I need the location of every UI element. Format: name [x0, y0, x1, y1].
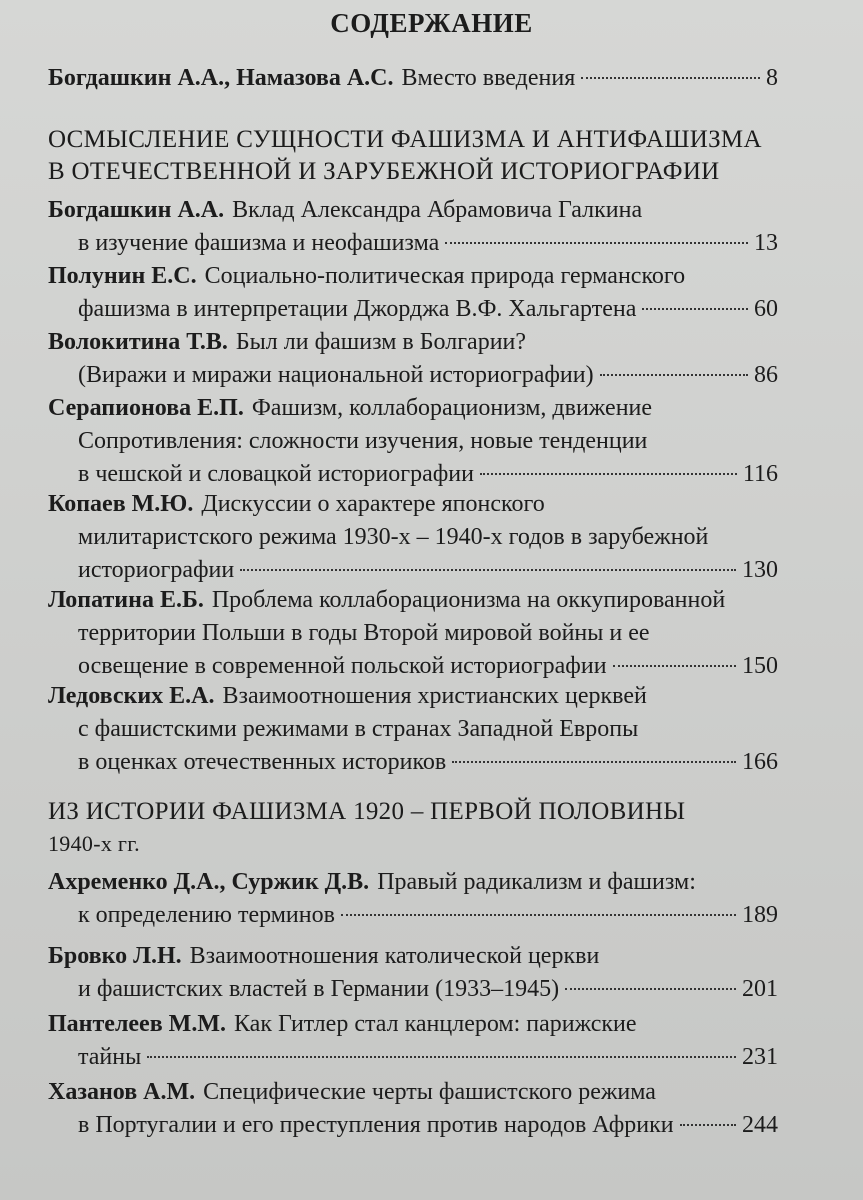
section-heading-line: ИЗ ИСТОРИИ ФАШИЗМА 1920 – ПЕРВОЙ ПОЛОВИНЫ [48, 798, 686, 825]
toc-line [48, 62, 778, 95]
entry-author: Копаев М.Ю. [48, 491, 194, 517]
entry-author: Волокитина Т.В. [48, 329, 228, 355]
dot-leader [680, 1124, 736, 1126]
entry-page: 244 [742, 1112, 778, 1138]
entry-title-cont: территории Польши в годы Второй мировой войны и ее [78, 620, 650, 646]
entry-title-cont: и фашистских властей в Германии (1933–1945) [78, 976, 560, 1002]
entry-page: 86 [754, 362, 778, 388]
entry-title: Проблема коллаборационизма на оккупированной [211, 587, 726, 613]
dot-leader [341, 914, 736, 916]
toc-entry [48, 260, 778, 326]
entry-author: Бровко Л.Н. [48, 943, 182, 969]
entry-page: 231 [742, 1044, 778, 1070]
entry-title-cont: освещение в современной польской историографии [78, 653, 607, 679]
entry-author: Серапионова Е.П. [48, 395, 244, 421]
toc-entry [48, 194, 778, 260]
entry-page: 150 [742, 653, 778, 679]
section-heading-line: В ОТЕЧЕСТВЕННОЙ И ЗАРУБЕЖНОЙ ИСТОРИОГРАФИИ [48, 158, 720, 185]
entry-title: Вклад Александра Абрамовича Галкина [232, 197, 643, 223]
entry-title: Как Гитлер стал канцлером: парижские [233, 1011, 637, 1037]
section-heading-2 [48, 796, 808, 860]
entry-author: Полунин Е.С. [48, 263, 197, 289]
toc-entry-intro [48, 62, 778, 95]
page-title: СОДЕРЖАНИЕ [330, 8, 533, 38]
entry-title-cont: историографии [78, 557, 235, 583]
dot-leader [147, 1056, 736, 1058]
entry-title-cont: тайны [78, 1044, 142, 1070]
entry-title-cont: фашизма в интерпретации Джорджа В.Ф. Хальгартена [78, 296, 637, 322]
entry-author: Ледовских Е.А. [48, 683, 215, 709]
entry-author: Хазанов А.М. [48, 1079, 196, 1105]
entry-author: Богдашкин А.А. [48, 197, 225, 223]
dot-leader [452, 761, 736, 763]
entry-author: Ахременко Д.А., Суржик Д.В. [48, 869, 370, 895]
dot-leader [613, 665, 736, 667]
entry-page: 189 [742, 902, 778, 928]
toc-entry [48, 866, 778, 932]
dot-leader [581, 77, 760, 79]
toc-entry [48, 940, 778, 1006]
entry-page: 116 [742, 461, 778, 487]
entry-author: Богдашкин А.А., Намазова А.С. [48, 65, 394, 91]
toc-entry [48, 326, 778, 392]
entry-title: Специфические черты фашистского режима [203, 1079, 656, 1105]
entry-page: 8 [766, 65, 778, 91]
toc-entry [48, 488, 778, 587]
dot-leader [445, 242, 748, 244]
toc-entry [48, 1076, 778, 1142]
toc-entry [48, 680, 778, 779]
entry-title: Дискуссии о характере японского [201, 491, 545, 517]
entry-title-cont: в чешской и словацкой историографии [78, 461, 474, 487]
entry-page: 201 [742, 976, 778, 1002]
entry-title-cont: в Португалии и его преступления против народов Африки [78, 1112, 674, 1138]
entry-title: Правый радикализм и фашизм: [377, 869, 696, 895]
dot-leader [642, 308, 748, 310]
entry-title: Взаимоотношения католической церкви [189, 943, 600, 969]
entry-title: Социально-политическая природа германского [204, 263, 686, 289]
entry-title: Был ли фашизм в Болгарии? [235, 329, 527, 355]
dot-leader [565, 988, 736, 990]
entry-title: Вместо введения [401, 65, 576, 91]
toc-entry [48, 392, 778, 491]
entry-title-cont: (Виражи и миражи национальной историографии) [78, 362, 594, 388]
entry-title-cont: в оценках отечественных историков [78, 749, 447, 775]
entry-page: 13 [754, 230, 778, 256]
entry-page: 60 [754, 296, 778, 322]
dot-leader [240, 569, 736, 571]
entry-page: 166 [742, 749, 778, 775]
dot-leader [600, 374, 748, 376]
entry-title-cont: в изучение фашизма и неофашизма [78, 230, 440, 256]
entry-title-cont: милитаристского режима 1930-х – 1940-х годов в зарубежной [78, 524, 709, 550]
entry-title: Фашизм, коллаборационизм, движение [251, 395, 653, 421]
entry-title: Взаимоотношения христианских церквей [222, 683, 647, 709]
entry-title-cont: с фашистскими режимами в странах Западной Европы [78, 716, 639, 742]
entry-title-cont: к определению терминов [78, 902, 335, 928]
section-heading-line: 1940-х гг. [48, 831, 140, 856]
section-heading-line: ОСМЫСЛЕНИЕ СУЩНОСТИ ФАШИЗМА И АНТИФАШИЗМА [48, 126, 762, 153]
section-heading-1 [48, 124, 808, 188]
toc-entry [48, 584, 778, 683]
toc-entry [48, 1008, 778, 1074]
entry-author: Лопатина Е.Б. [48, 587, 204, 613]
entry-page: 130 [742, 557, 778, 583]
entry-title-cont: Сопротивления: сложности изучения, новые тенденции [78, 428, 648, 454]
entry-author: Пантелеев М.М. [48, 1011, 226, 1037]
dot-leader [480, 473, 737, 475]
